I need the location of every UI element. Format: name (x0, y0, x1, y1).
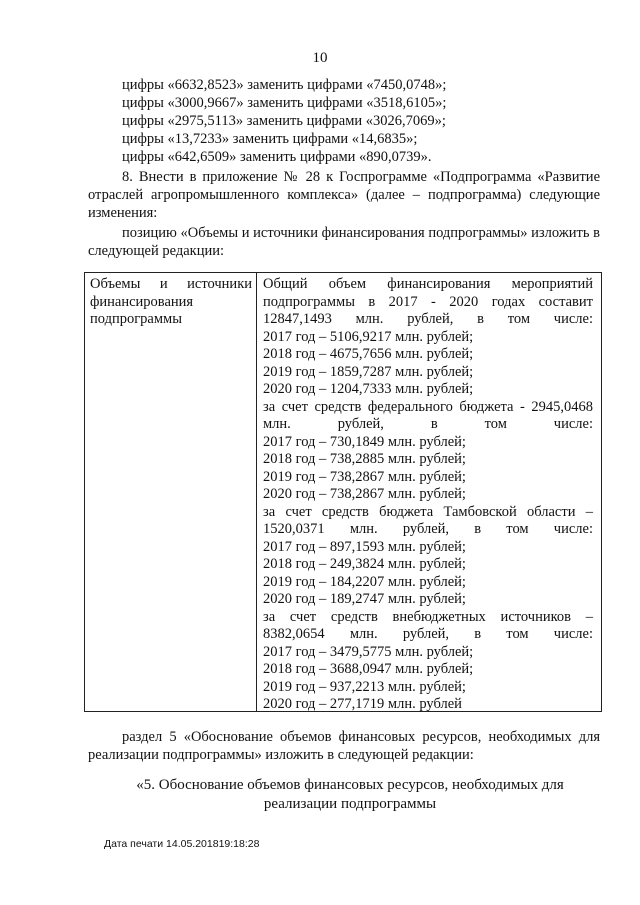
section-5-paragraph: раздел 5 «Обоснование объемов финансовых ресурсов, необходимых для реализации подпрограммы» изложить в следующей редакции: (88, 729, 600, 763)
table-row: 2017 год – 5106,9217 млн. рублей; (263, 328, 474, 345)
position-paragraph: позицию «Объемы и источники финансирования подпрограммы» изложить в следующей редакции: (88, 225, 600, 259)
table-row: 2018 год – 3688,0947 млн. рублей; (263, 661, 474, 677)
list-item: цифры «642,6509» заменить цифрами «890,0739». (122, 149, 432, 165)
item-8-paragraph: 8. Внести в приложение № 28 к Госпрограмме «Подпрограмма «Развитие отраслей агропромышленного комплекса» (далее – подпрограмма) следующие изменения: (88, 169, 600, 221)
table-row: 2018 год – 249,3824 млн. рублей; (263, 556, 466, 572)
list-item: цифры «2975,5113» заменить цифрами «3026,7069»; (122, 113, 446, 129)
list-item: цифры «13,7233» заменить цифрами «14,6835»; (122, 131, 418, 147)
table-row: 2018 год – 738,2885 млн. рублей; (263, 451, 466, 467)
table-row: 2019 год – 184,2207 млн. рублей; (263, 573, 466, 590)
financing-table (84, 272, 602, 712)
table-row: 2019 год – 1859,7287 млн. рублей; (263, 363, 474, 380)
print-date: Дата печати 14.05.201819:18:28 (104, 838, 260, 850)
table-right-cell (257, 273, 601, 711)
extrabudget-intro: за счет средств внебюджетных источников – 8382,0654 млн. рублей, в том числе: (263, 608, 593, 642)
list-item: цифры «6632,8523» заменить цифрами «7450,0748»; (122, 77, 447, 93)
table-row: 2020 год – 738,2867 млн. рублей; (263, 486, 466, 502)
total-intro: Общий объем финансирования мероприятий подпрограммы в 2017 - 2020 годах составит 12847,1493 млн. рублей, в том числе: (263, 276, 593, 327)
table-row: 2017 год – 730,1849 млн. рублей; (263, 433, 466, 450)
federal-intro: за счет средств федерального бюджета - 2945,0468 млн. рублей, в том числе: (263, 398, 593, 432)
table-row: 2020 год – 1204,7333 млн. рублей; (263, 381, 474, 397)
table-row: 2017 год – 897,1593 млн. рублей; (263, 538, 466, 555)
table-row: 2019 год – 738,2867 млн. рублей; (263, 468, 466, 485)
replacement-list (122, 76, 602, 166)
section-5-heading: «5. Обоснование объемов финансовых ресурсов, необходимых для реализации подпрограммы (136, 777, 564, 812)
regional-intro: за счет средств бюджета Тамбовской области – 1520,0371 млн. рублей, в том числе: (263, 503, 593, 537)
table-row: 2019 год – 937,2213 млн. рублей; (263, 678, 466, 695)
page-number: 10 (312, 50, 328, 66)
table-row: 2017 год – 3479,5775 млн. рублей; (263, 643, 474, 660)
table-row: 2020 год – 277,1719 млн. рублей (263, 696, 462, 712)
list-item: цифры «3000,9667» заменить цифрами «3518,6105»; (122, 95, 447, 111)
table-row: 2020 год – 189,2747 млн. рублей; (263, 591, 466, 607)
table-left-cell: Объемы и источники финансирования подпрограммы (85, 273, 257, 711)
table-row: 2018 год – 4675,7656 млн. рублей; (263, 346, 474, 362)
